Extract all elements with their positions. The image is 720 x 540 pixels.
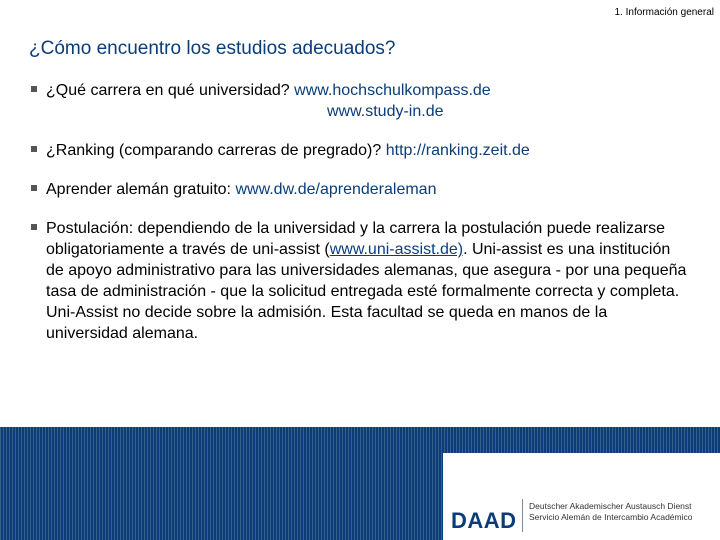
organization-name <box>529 501 692 523</box>
bullet-text-continued: . Uni-assist es una institución de apoyo administrativo para las universidades alemanas, que asegura - por una pequeña tasa de administración - que la solicitud entregada esté formalmente correcta y completa. <box>46 241 687 300</box>
bullet-list <box>30 80 690 344</box>
bullet-text: ¿Qué carrera en qué universidad? <box>46 82 295 99</box>
organization-name-de: Deutscher Akademischer Austausch Dienst <box>529 501 692 511</box>
footer-band <box>0 427 720 453</box>
link-dw-aprenderaleman[interactable]: www.dw.de/aprenderaleman <box>235 181 437 198</box>
link-ranking-zeit[interactable]: http://ranking.zeit.de <box>385 142 530 159</box>
daad-logo: DAAD <box>451 508 517 533</box>
bullet-text: Postulación: dependiendo de la universidad y la carrera la postulación puede realizarse obligatoriamente a través de uni-assist ( <box>46 220 666 258</box>
section-label: 1. Información general <box>614 7 714 18</box>
link-study-in[interactable]: www.study-in.de <box>327 103 444 120</box>
logo-divider <box>522 499 523 532</box>
bullet-text: Aprender alemán gratuito: <box>46 181 236 198</box>
bullet-square-icon <box>31 86 37 92</box>
bullet-square-icon <box>31 224 37 230</box>
link-uni-assist[interactable]: www.uni-assist.de) <box>329 241 464 258</box>
link-hochschulkompass[interactable]: www.hochschulkompass.de <box>294 82 491 99</box>
bullet-item-application <box>30 218 690 344</box>
bullet-square-icon <box>31 185 37 191</box>
bullet-paragraph-2: Uni-Assist no decide sobre la admisión. Esta facultad se queda en manos de la universidad alemana. <box>46 304 608 342</box>
organization-name-es: Servicio Alemán de Intercambio Académico <box>529 512 693 522</box>
bullet-item-study-search <box>30 80 690 122</box>
slide-title: ¿Cómo encuentro los estudios adecuados? <box>29 38 396 59</box>
bullet-square-icon <box>31 146 37 152</box>
footer-pattern <box>0 453 443 540</box>
bullet-item-german <box>30 179 690 200</box>
bullet-item-ranking <box>30 140 690 161</box>
bullet-text: ¿Ranking (comparando carreras de pregrado)? <box>46 142 386 159</box>
